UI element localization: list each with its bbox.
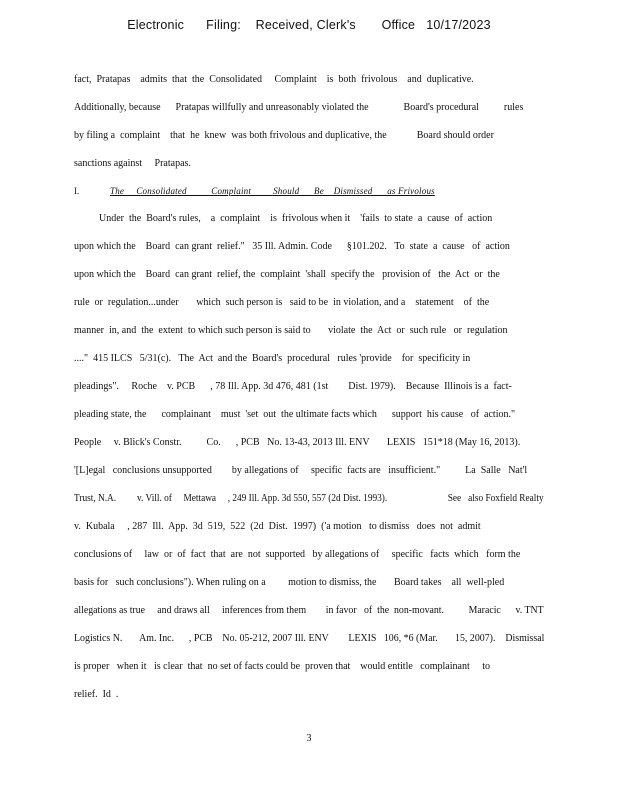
electronic-filing-header: Electronic Filing: Received, Clerk's Office 10/17/2023 <box>127 18 491 32</box>
paragraph-line: sanctions against Pratapas. <box>74 158 191 169</box>
section-title: The Consolidated Complaint Should Be Dismissed as Frivolous <box>110 186 435 196</box>
page-number: 3 <box>306 733 312 744</box>
paragraph-line: by filing a complaint that he knew was both frivolous and duplicative, the Board should order <box>74 130 494 141</box>
paragraph-line: ...." 415 ILCS 5/31(c). The Act and the Board's procedural rules 'provide for specificity in <box>74 353 471 364</box>
paragraph-line: upon which the Board can grant relief." 35 Ill. Admin. Code §101.202. To state a cause of action <box>74 241 510 252</box>
paragraph-line: '[L]egal conclusions unsupported by allegations of specific facts are insufficient." La Salle Nat'l <box>74 465 528 476</box>
paragraph-line: relief. Id . <box>74 689 119 700</box>
paragraph-line: conclusions of law or of fact that are not supported by allegations of specific facts which form the <box>74 549 521 560</box>
paragraph-line: pleadings". Roche v. PCB , 78 Ill. App. 3d 476, 481 (1st Dist. 1979). Because Illinois is a fact- <box>74 381 512 392</box>
paragraph-line: Additionally, because Pratapas willfully and unreasonably violated the Board's procedural rules <box>74 102 524 113</box>
paragraph-line: People v. Blick's Constr. Co. , PCB No. 13-43, 2013 Ill. ENV LEXIS 151*18 (May 16, 2013). <box>74 437 521 448</box>
paragraph-line: pleading state, the complainant must 'set out the ultimate facts which support his cause of action." <box>74 409 516 420</box>
paragraph-line: fact, Pratapas admits that the Consolidated Complaint is both frivolous and duplicative. <box>74 74 474 85</box>
paragraph-line: manner in, and the extent to which such person is said to violate the Act or such rule or regulation <box>74 325 508 336</box>
paragraph-line: Trust, N.A. v. Vill. of Mettawa , 249 Ill. App. 3d 550, 557 (2d Dist. 1993). See also Foxfield Realty <box>74 493 544 504</box>
paragraph-line: Logistics N. Am. Inc. , PCB No. 05-212, 2007 Ill. ENV LEXIS 106, *6 (Mar. 15, 2007). Dismissal <box>74 633 545 644</box>
paragraph-line: Under the Board's rules, a complaint is frivolous when it 'fails to state a cause of action <box>74 213 493 224</box>
section-number: I. <box>74 186 80 196</box>
paragraph-line: allegations as true and draws all inferences from them in favor of the non-movant. Maracic v. TNT <box>74 605 544 616</box>
paragraph-line: basis for such conclusions"). When ruling on a motion to dismiss, the Board takes all well-pled <box>74 577 505 588</box>
paragraph-line: v. Kubala , 287 Ill. App. 3d 519, 522 (2d Dist. 1997) ('a motion to dismiss does not admit <box>74 521 481 532</box>
paragraph-line: is proper when it is clear that no set of facts could be proven that would entitle complainant to <box>74 661 491 672</box>
paragraph-line: upon which the Board can grant relief, the complaint 'shall specify the provision of the Act or the <box>74 269 500 280</box>
section-heading <box>74 186 435 196</box>
paragraph-line: rule or regulation...under which such person is said to be in violation, and a statement of the <box>74 297 490 308</box>
